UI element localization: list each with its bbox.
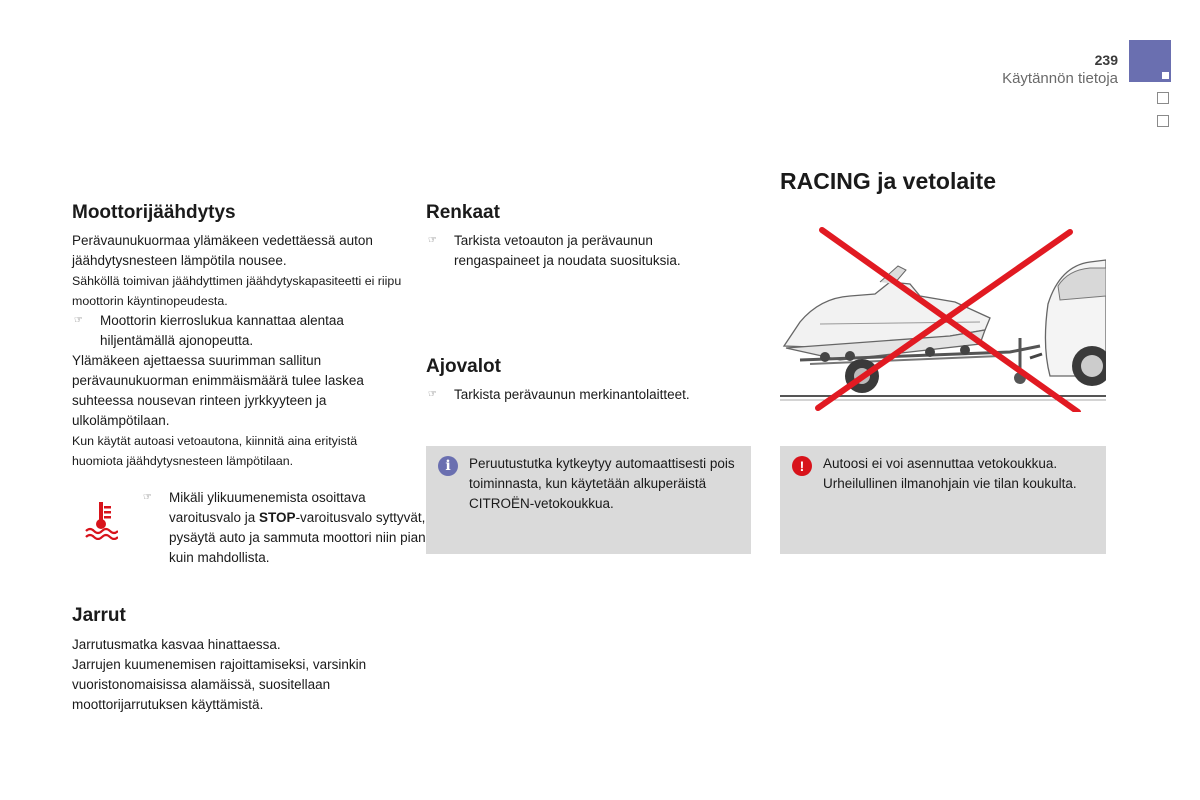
warning-text-b: -varoitusvalo syttyvät, pysäytä auto ja sammuta moottori niin pian kuin mahdollista. (169, 510, 426, 565)
heading-brakes: Jarrut (72, 605, 126, 626)
towing-prohibited-illustration (780, 226, 1106, 412)
heading-lights: Ajovalot (426, 356, 501, 377)
cooling-paragraph: Ylämäkeen ajettaessa suurimman sallitun perävaunukuorman enimmäismäärä tulee laskea suhteessa nousevan rinteen jyrkkyyteen ja ulkolämpötilaan. (72, 353, 364, 428)
page-number: 239 (1094, 52, 1118, 68)
heading-racing: RACING ja vetolaite (780, 168, 996, 194)
coolant-temperature-icon (84, 500, 118, 540)
bullet-hand-icon: ☞ (428, 235, 437, 246)
chapter-tab-box (1157, 92, 1169, 104)
brakes-paragraph: Jarrujen kuumenemisen rajoittamiseksi, varsinkin vuoristonomaisissa alamäissä, suositellaan moottorijarrutuksen käyttämistä. (72, 657, 367, 712)
chapter-tab-active (1129, 40, 1171, 82)
bullet-text: Tarkista perävaunun merkinantolaitteet. (454, 387, 690, 402)
chapter-tab-box (1157, 115, 1169, 127)
lights-bullet (426, 385, 736, 405)
warning-note-text: Autoosi ei voi asennuttaa vetokoukkua. Urheilullinen ilmanohjain vie tilan koukulta. (823, 456, 1077, 491)
warning-note (780, 446, 1106, 554)
stop-label: STOP (259, 510, 296, 525)
column-cooling (72, 203, 402, 471)
exclamation-icon: ! (792, 456, 812, 476)
column-tyres (426, 203, 736, 271)
overheat-warning (141, 488, 429, 568)
info-icon: i (438, 456, 458, 476)
bullet-hand-icon: ☞ (428, 389, 437, 400)
cooling-paragraph: Sähköllä toimivan jäähdyttimen jäähdytyskapasiteetti ei riipu moottorin käyntinopeudesta. (72, 274, 402, 308)
bullet-hand-icon: ☞ (143, 492, 152, 503)
column-brakes (72, 606, 402, 715)
heading-cooling: Moottorijäähdytys (72, 202, 236, 223)
cooling-paragraph: Kun käytät autoasi vetoautona, kiinnitä aina erityistä huomiota jäähdytysnesteen lämpötilaan. (72, 434, 358, 468)
info-note (426, 446, 751, 554)
tyres-bullet (426, 231, 736, 271)
bullet-text: Moottorin kierroslukua kannattaa alentaa hiljentämällä ajonopeutta. (100, 313, 344, 348)
column-lights (426, 357, 736, 405)
cooling-paragraph: Perävaunukuormaa ylämäkeen vedettäessä auton jäähdytysnesteen lämpötila nousee. (72, 233, 373, 268)
tab-dot (1162, 72, 1169, 79)
cooling-bullet (72, 311, 402, 351)
section-label: Käytännön tietoja (1002, 70, 1118, 87)
bullet-text: Tarkista vetoauton ja perävaunun rengaspaineet ja noudata suosituksia. (454, 233, 681, 268)
brakes-paragraph: Jarrutusmatka kasvaa hinattaessa. (72, 637, 281, 652)
warning-text-a: Mikäli ylikuumenemista osoittava varoitusvalo ja (169, 490, 366, 525)
info-note-text: Peruutustutka kytkeytyy automaattisesti pois toiminnasta, kun käytetään alkuperäistä CITROËN-vetokoukkua. (469, 456, 735, 511)
heading-tyres: Renkaat (426, 202, 500, 223)
bullet-hand-icon: ☞ (74, 315, 83, 326)
